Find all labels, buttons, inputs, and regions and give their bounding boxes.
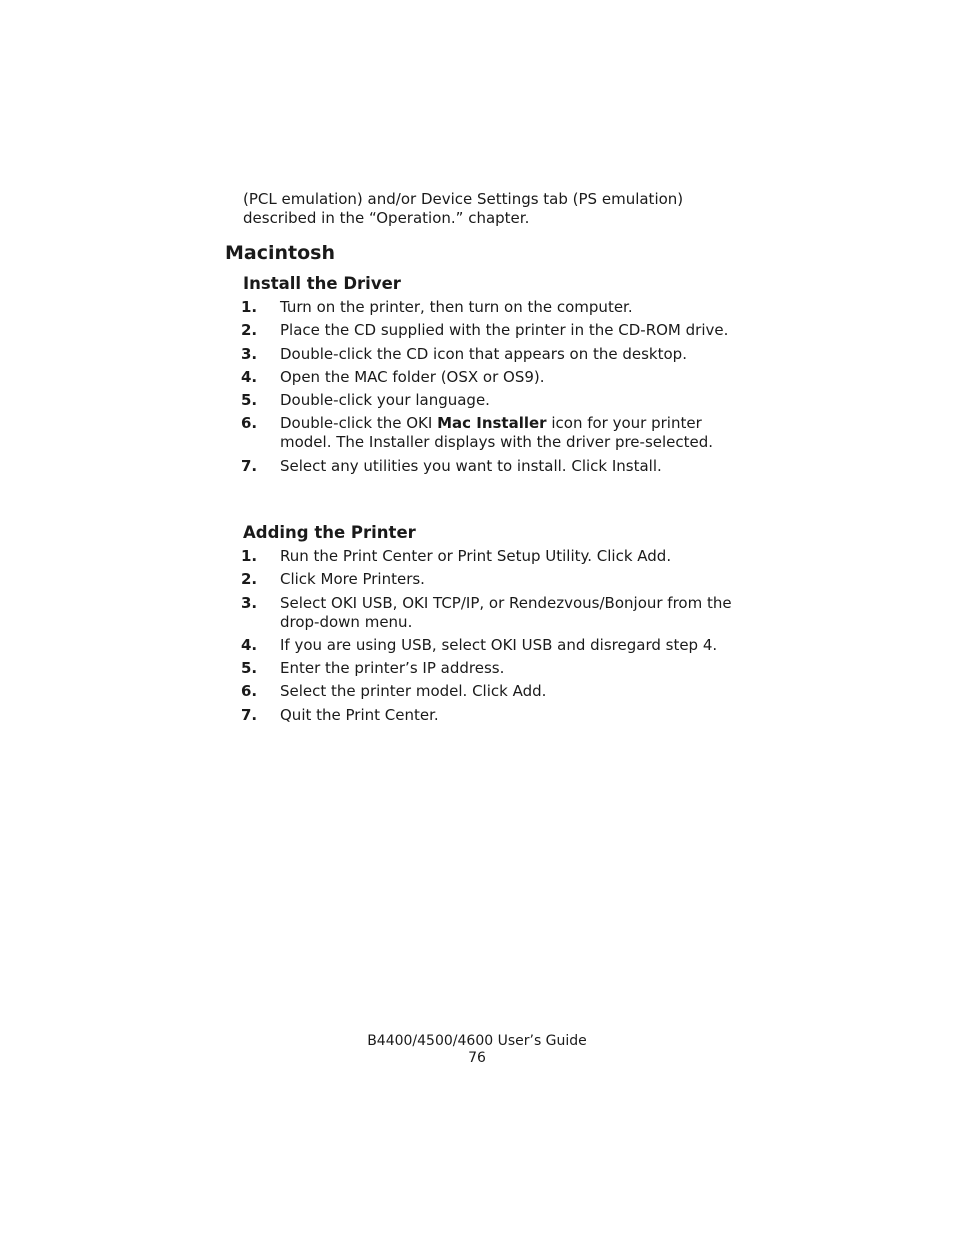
step-number: 7. [241, 456, 258, 475]
subheading-adding-printer: Adding the Printer [243, 523, 416, 542]
step-text: Click More Printers. [280, 570, 425, 589]
footer-guide-title: B4400/4500/4600 User’s Guide [367, 1033, 587, 1049]
step-number: 7. [241, 705, 258, 724]
step-text: Select OKI USB, OKI TCP/IP, or Rendezvous/Bonjour from the drop-down menu. [280, 593, 732, 631]
list-item [241, 457, 733, 476]
list-item [241, 368, 733, 387]
list-item [241, 659, 733, 678]
list-item [241, 570, 733, 589]
step-text: If you are using USB, select OKI USB and disregard step 4. [280, 635, 718, 654]
step-number: 4. [241, 367, 258, 386]
mac-installer-emphasis: Mac Installer [437, 414, 547, 433]
step-number: 3. [241, 344, 258, 363]
step-text: Select the printer model. Click Add. [280, 682, 547, 701]
step-number: 6. [241, 414, 258, 433]
list-item [241, 636, 733, 655]
footer-page-number: 76 [468, 1050, 486, 1066]
step-number: 5. [241, 391, 258, 410]
step-text: Double-click the CD icon that appears on the desktop. [280, 344, 687, 363]
step-number: 5. [241, 659, 258, 678]
step-text: Quit the Print Center. [280, 705, 439, 724]
list-item [241, 594, 733, 632]
list-item [241, 706, 733, 725]
list-item [241, 682, 733, 701]
list-item [241, 321, 733, 340]
step-text: Open the MAC folder (OSX or OS9). [280, 367, 545, 386]
install-steps-list [241, 298, 733, 480]
step-number: 1. [241, 298, 258, 316]
list-item [241, 391, 733, 410]
step-text: Enter the printer’s IP address. [280, 659, 505, 678]
list-item [241, 345, 733, 364]
step-text: Run the Print Center or Print Setup Utility. Click Add. [280, 547, 672, 565]
list-item [241, 547, 733, 566]
list-item [241, 298, 733, 317]
intro-paragraph: (PCL emulation) and/or Device Settings tab (PS emulation) described in the “Operation.” chapter. [243, 190, 684, 227]
step-text: Select any utilities you want to install. Click Install. [280, 456, 662, 475]
step-number: 1. [241, 547, 258, 565]
step-number: 4. [241, 635, 258, 654]
step-number: 2. [241, 570, 258, 589]
adding-steps-list [241, 547, 733, 729]
step-number: 2. [241, 321, 258, 340]
step-text: Double-click the OKI Mac Installer icon for your printer model. The Installer displays with the driver pre-selected. [280, 414, 714, 452]
step-text: Place the CD supplied with the printer in the CD-ROM drive. [280, 321, 729, 340]
list-item [241, 414, 733, 452]
step-number: 6. [241, 682, 258, 701]
subheading-install-driver: Install the Driver [243, 274, 401, 293]
step-text: Double-click your language. [280, 391, 490, 410]
section-heading-macintosh: Macintosh [225, 242, 336, 264]
step-number: 3. [241, 593, 258, 612]
step-text: Turn on the printer, then turn on the computer. [280, 298, 633, 316]
